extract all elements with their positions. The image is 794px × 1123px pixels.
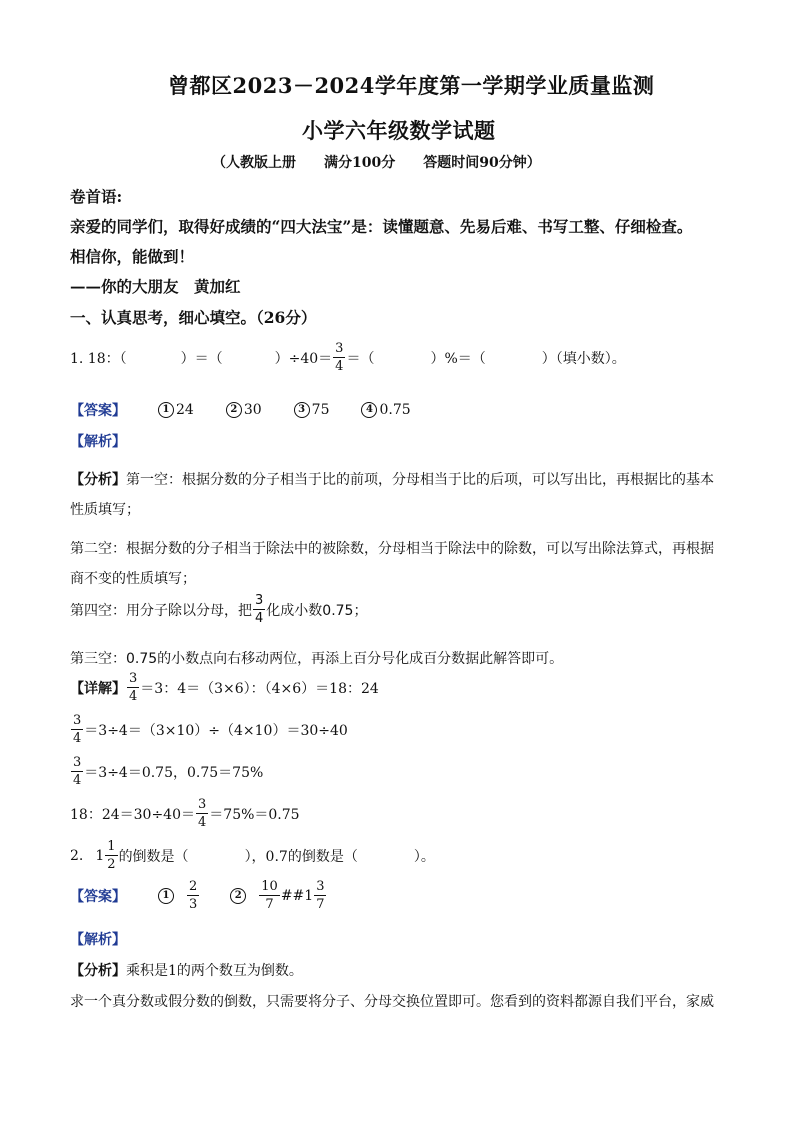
q1-answer-1: 24 — [176, 402, 194, 418]
fraction-numerator: 3 — [255, 593, 264, 608]
analysis-line: 性质填写； — [70, 502, 140, 518]
detail-line — [70, 672, 379, 703]
q1-fraction — [333, 342, 345, 373]
circle-number-icon: 1 — [158, 888, 174, 904]
q1-text-5: ）%＝（ — [430, 350, 486, 367]
fraction-numerator: 3 — [335, 341, 344, 356]
circle-number-icon: 1 — [158, 402, 174, 418]
q2-text-1: 的倒数是（ — [118, 848, 189, 865]
page-title: 曾都区2023－2024学年度第一学期学业质量监测 — [168, 73, 655, 98]
q1-answer-row — [70, 400, 411, 420]
circle-number-icon: 2 — [226, 402, 242, 418]
fraction-denominator: 4 — [198, 815, 207, 830]
fraction-denominator: 7 — [316, 897, 325, 912]
q2-mixed-whole: 1 — [95, 847, 105, 864]
analysis-label: 【解析】 — [70, 932, 126, 948]
analysis-line: 商不变的性质填写； — [70, 571, 196, 587]
q2-fraction — [105, 840, 117, 871]
q1-text-prefix: 1. 18：（ — [70, 350, 127, 367]
detail-text: ＝3÷4＝（3×10）÷（4×10）＝30÷40 — [84, 722, 348, 739]
detail-text: ＝3÷4＝0.75，0.75＝75% — [84, 764, 264, 781]
analysis-text: 乘积是1的两个数互为倒数。 — [126, 963, 303, 979]
circle-number-icon: 2 — [230, 888, 246, 904]
analysis-line: 求一个真分数或假分数的倒数，只需要将分子、分母交换位置即可。您看到的资料都源自我们平台，家威 — [70, 994, 714, 1010]
detail-text: ＝3：4＝（3×6）：（4×6）＝18：24 — [140, 680, 379, 697]
fraction-denominator: 4 — [73, 773, 82, 788]
fraction-denominator: 4 — [129, 689, 138, 704]
fraction-numerator: 3 — [198, 797, 207, 812]
detail-line — [70, 756, 263, 787]
detail-text: 18：24＝30÷40＝ — [70, 806, 195, 823]
q1-answer-4: 0.75 — [379, 402, 411, 418]
analysis-line — [70, 960, 303, 980]
q2-number: 2. — [70, 847, 84, 864]
preface-line-2: 相信你，能做到！ — [70, 247, 195, 266]
analysis-line: 第三空：0.75的小数点向右移动两位，再添上百分号化成百分数据此解答即可。 — [70, 651, 564, 667]
q2-answer-separator: ##1 — [280, 887, 314, 904]
detail-line — [70, 798, 300, 829]
analysis-line — [70, 594, 367, 625]
q2-answer-2 — [259, 880, 280, 911]
analysis-text: 第一空：根据分数的分子相当于比的前项，分母相当于比的后项，可以写出比，再根据比的基本 — [126, 472, 714, 488]
answer-label: 【答案】 — [70, 403, 126, 419]
fraction — [71, 756, 83, 787]
fraction — [71, 714, 83, 745]
q1-text-2: ）＝（ — [180, 350, 223, 367]
q2-answer-1 — [187, 880, 199, 911]
analysis-label: 【解析】 — [70, 434, 126, 450]
question-1 — [70, 342, 626, 373]
q1-text-6: ）（填小数）。 — [541, 350, 626, 367]
page-subtitle: 小学六年级数学试题 — [302, 118, 496, 143]
q2-text-3: ）。 — [413, 848, 435, 865]
preface-label: 卷首语: — [70, 187, 123, 206]
fraction-denominator: 4 — [255, 611, 264, 626]
analysis-line — [70, 469, 714, 489]
fraction-denominator: 2 — [107, 857, 116, 872]
analysis-line: 第二空：根据分数的分子相当于除法中的被除数，分母相当于除法中的除数，可以写出除法算式，再根据 — [70, 541, 714, 557]
detail-line — [70, 714, 348, 745]
fraction-numerator: 3 — [129, 671, 138, 686]
detail-tag: 【详解】 — [70, 680, 126, 697]
fraction-denominator: 7 — [265, 897, 274, 912]
preface-signature: ——你的大朋友 黄加红 — [70, 277, 241, 296]
analysis-tag: 【分析】 — [70, 472, 126, 488]
q2-answer-2-alt — [314, 880, 326, 911]
fraction-numerator: 1 — [107, 839, 116, 854]
fraction-numerator: 3 — [73, 755, 82, 770]
fraction — [253, 594, 265, 625]
circle-number-icon: 4 — [361, 402, 377, 418]
q1-text-4: ＝（ — [346, 350, 375, 367]
fraction — [127, 672, 139, 703]
detail-text: ＝75%＝0.75 — [209, 806, 300, 823]
q2-text-2: ），0.7的倒数是（ — [244, 848, 358, 865]
question-2 — [70, 840, 435, 871]
analysis-text: 第四空：用分子除以分母，把 — [70, 602, 252, 619]
fraction-denominator: 3 — [189, 897, 198, 912]
fraction-denominator: 4 — [335, 359, 344, 374]
fraction — [196, 798, 208, 829]
q1-answer-3: 75 — [311, 402, 330, 418]
fraction-numerator: 3 — [73, 713, 82, 728]
fraction-numerator: 10 — [261, 879, 278, 894]
q2-answer-row — [70, 880, 327, 911]
answer-label: 【答案】 — [70, 888, 126, 905]
circle-number-icon: 3 — [294, 402, 310, 418]
fraction-denominator: 4 — [73, 731, 82, 746]
section-heading: 一、认真思考，细心填空。（26分） — [70, 308, 317, 327]
preface-line-1: 亲爱的同学们，取得好成绩的“四大法宝”是：读懂题意、先易后难、书写工整、仔细检查。 — [70, 217, 693, 236]
exam-info: （人教版上册 满分100分 答题时间90分钟） — [212, 155, 541, 171]
fraction-numerator: 3 — [316, 879, 325, 894]
analysis-tag: 【分析】 — [70, 963, 126, 979]
q1-answer-2: 30 — [243, 402, 262, 418]
fraction-numerator: 2 — [189, 879, 198, 894]
analysis-text: 化成小数0.75； — [266, 602, 368, 619]
q1-text-3: ）÷40＝ — [274, 350, 333, 367]
